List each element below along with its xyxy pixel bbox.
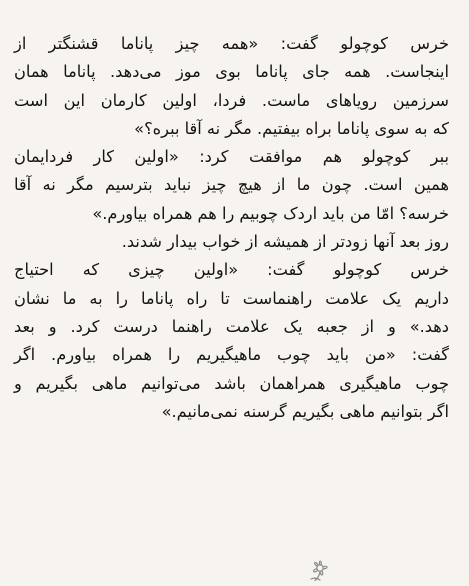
text-line: خرس کوچولو گفت: «همه چیز پاناما قشنگتر از — [14, 34, 449, 53]
text-line: دهد.» و از جعبه یک علامت راهنما درست کرد. و بعد — [14, 316, 449, 336]
text-line: خرس کوچولو گفت: «اولین چیزی که احتیاج — [14, 260, 449, 280]
text-line: ببر کوچولو هم موافقت کرد: «اولین کار فردایمان — [14, 147, 449, 167]
paragraph-2 — [14, 143, 449, 228]
text-line: سرزمین رویاهای ماست. فردا، اولین کارمان این است — [14, 90, 449, 110]
text-line: همین است. چون ما از هیچ چیز نباید بترسیم مگر نه آقا — [14, 175, 449, 195]
text-line: داریم یک علامت راهنماست تا راه پاناما را به ما نشان — [14, 288, 449, 308]
text-line: چوب ماهیگیری همراهمان باشد می‌توانیم ماهی بگیریم و — [14, 373, 449, 393]
paragraph-1 — [14, 30, 449, 143]
text-line: که به سوی پاناما براه بیفتیم. مگر نه آقا ببره؟» — [134, 118, 449, 138]
text-line: روز بعد آنها زودتر از همیشه از خواب بیدار شدند. — [121, 232, 449, 252]
paragraph-4 — [14, 256, 449, 426]
text-line: خرسه؟ امّا من باید اردک چوبیم را هم همراه بیاورم.» — [92, 203, 449, 223]
story-text — [14, 30, 449, 426]
text-line: اینجاست. همه جای پاناما بوی موز می‌دهد. پاناما همان — [14, 62, 449, 82]
text-line: گفت: «من باید چوب ماهیگیریم را همراه بیاورم. اگر — [14, 345, 449, 365]
paragraph-3 — [14, 228, 449, 256]
flower-doodle-icon — [306, 556, 334, 582]
text-line: اگر بتوانیم ماهی بگیریم گرسنه نمی‌مانیم.» — [161, 401, 449, 421]
